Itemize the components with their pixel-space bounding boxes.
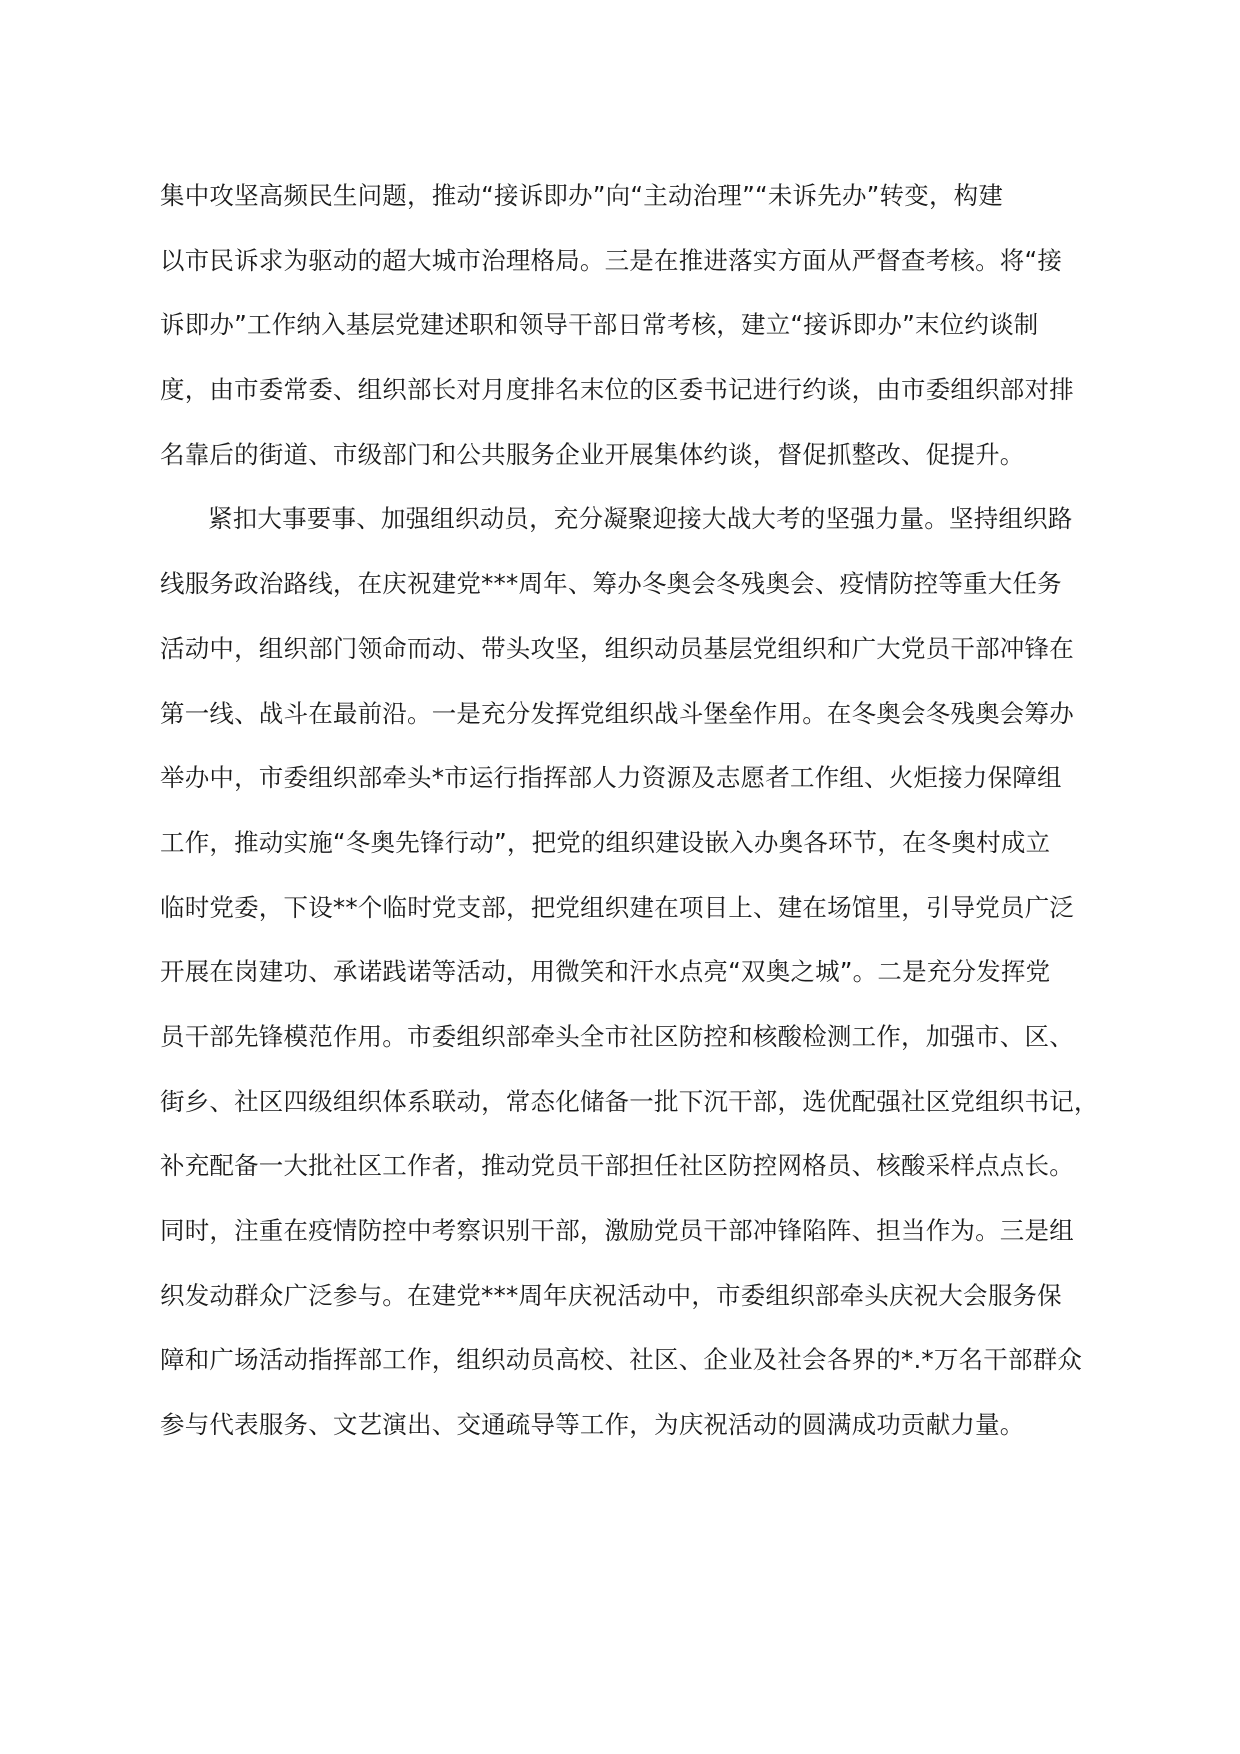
text-line: 员干部先锋模范作用。市委组织部牵头全市社区防控和核酸检测工作，加强市、区、 (160, 1021, 1074, 1051)
text-line: 街乡、社区四级组织体系联动，常态化储备一批下沉干部，选优配强社区党组织书记， (160, 1086, 1099, 1116)
text-line: 障和广场活动指挥部工作，组织动员高校、社区、企业及社会各界的*.*万名干部群众 (160, 1345, 1083, 1375)
text-line: 第一线、战斗在最前沿。一是充分发挥党组织战斗堡垒作用。在冬奥会冬残奥会筹办 (160, 698, 1074, 728)
body-text (160, 172, 1120, 1466)
text-line: 集中攻坚高频民生问题，推动“接诉即办”向“主动治理”“未诉先办”转变，构建 (160, 181, 1004, 210)
text-line: 名靠后的街道、市级部门和公共服务企业开展集体约谈，督促抓整改、促提升。 (160, 439, 1025, 469)
text-line: 织发动群众广泛参与。在建党***周年庆祝活动中，市委组织部牵头庆祝大会服务保 (160, 1280, 1062, 1310)
text-line: 同时，注重在疫情防控中考察识别干部，激励党员干部冲锋陷阵、担当作为。三是组 (160, 1216, 1074, 1245)
text-line: 活动中，组织部门领命而动、带头攻坚，组织动员基层党组织和广大党员干部冲锋在 (160, 633, 1074, 663)
text-line: 度，由市委常委、组织部长对月度排名末位的区委书记进行约谈，由市委组织部对排 (160, 375, 1074, 405)
text-line: 紧扣大事要事、加强组织动员，充分凝聚迎接大战大考的坚强力量。坚持组织路 (208, 504, 1073, 534)
text-line: 参与代表服务、文艺演出、交通疏导等工作，为庆祝活动的圆满成功贡献力量。 (160, 1410, 1025, 1440)
text-line: 临时党委，下设**个临时党支部，把党组织建在项目上、建在场馆里，引导党员广泛 (160, 892, 1075, 922)
text-line: 线服务政治路线，在庆祝建党***周年、筹办冬奥会冬残奥会、疫情防控等重大任务 (160, 569, 1062, 599)
text-line: 工作，推动实施“冬奥先锋行动”，把党的组织建设嵌入办奥各环节，在冬奥村成立 (160, 827, 1051, 857)
text-line: 开展在岗建功、承诺践诺等活动，用微笑和汗水点亮“双奥之城”。二是充分发挥党 (160, 957, 1051, 987)
text-line: 诉即办”工作纳入基层党建述职和领导干部日常考核，建立“接诉即办”末位约谈制 (160, 310, 1039, 340)
text-line: 举办中，市委组织部牵头*市运行指挥部人力资源及志愿者工作组、火炬接力保障组 (160, 763, 1062, 793)
text-line: 以市民诉求为驱动的超大城市治理格局。三是在推进落实方面从严督查考核。将“接 (160, 245, 1063, 275)
text-line: 补充配备一大批社区工作者，推动党员干部担任社区防控网格员、核酸采样点点长。 (160, 1151, 1074, 1181)
